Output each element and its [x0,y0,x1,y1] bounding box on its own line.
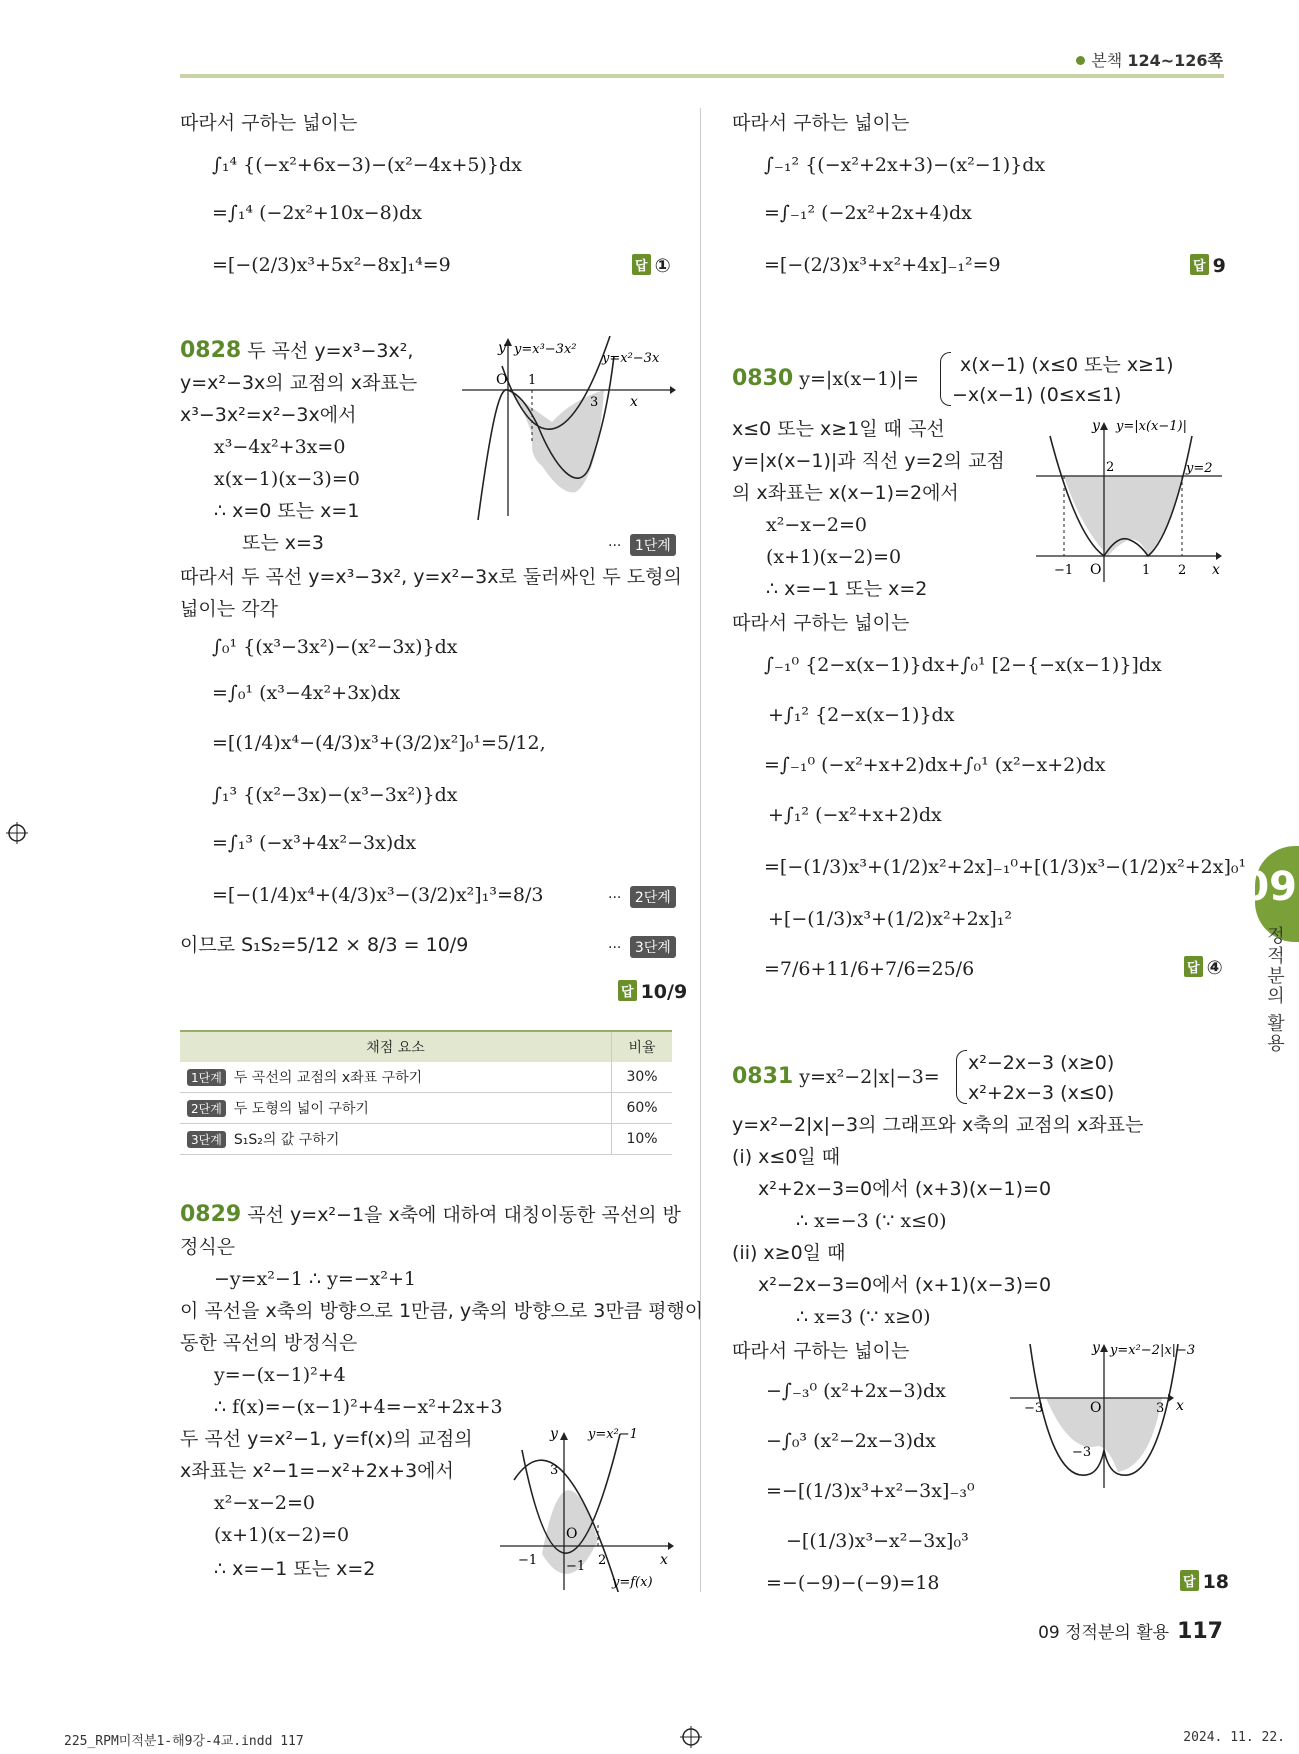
formula-line: x²−x−2=0 [766,514,867,536]
text-line: 따라서 구하는 넓이는 [180,112,358,134]
text-line: 두 곡선 y=x³−3x², [247,340,414,362]
text-line: x≤0 또는 x≥1일 때 곡선 [732,418,945,440]
formula-line: =∫₋₁² (−2x²+2x+4)dx [764,202,972,224]
header-rule [180,74,1224,78]
text-line: 의 x좌표는 x(x−1)=2에서 [732,482,959,504]
formula-line: −∫₀³ (x²−2x−3)dx [766,1430,936,1452]
formula-line: x²−x−2=0 [214,1492,315,1514]
registration-mark-icon [680,1726,702,1748]
formula-line: (x+1)(x−2)=0 [766,546,902,568]
text-line: y=|x(x−1)|과 직선 y=2의 교점 [732,450,1005,472]
table-row: 1단계 두 곡선의 교점의 x좌표 구하기 30% [180,1062,672,1093]
case-brace [956,1050,967,1104]
text-line: 정식은 [180,1236,236,1258]
svg-text:y=x²−1: y=x²−1 [588,1427,638,1442]
formula-line: (x+1)(x−2)=0 [214,1524,350,1546]
formula-line: y=x²−2|x|−3= [799,1066,940,1088]
text-line: 이므로 S₁S₂=5/12 × 8/3 = 10/9 [180,934,469,956]
formula-line: =∫₁³ (−x³+4x²−3x)dx [212,832,417,854]
svg-text:−3: −3 [1072,1445,1092,1460]
text-line: 동한 곡선의 방정식은 [180,1332,358,1354]
formula-line: =[−(1/4)x⁴+(4/3)x³−(3/2)x²]₁³=8/3 [212,884,544,906]
formula-line: 또는 x=3 [242,532,325,554]
bullet-icon [1076,56,1085,65]
problem-number: 0828 [180,338,242,363]
answer-label: 답 10/9 [618,980,687,1003]
formula-line: =[(1/4)x⁴−(4/3)x³+(3/2)x²]₀¹=5/12, [212,732,546,754]
svg-text:O: O [1090,1400,1102,1416]
shaded-region [1064,476,1182,556]
formula-line: x(x−1) (x≤0 또는 x≥1) [960,354,1174,376]
svg-text:x: x [630,394,638,410]
problem-number: 0829 [180,1202,242,1227]
formula-line: x²+2x−3=0에서 (x+3)(x−1)=0 [758,1178,1052,1200]
y-arrow-icon [1100,422,1108,430]
column-divider [700,108,701,1592]
svg-text:y: y [550,1426,558,1442]
formula-line: =∫₀¹ (x³−4x²+3x)dx [212,682,401,704]
graph-0830 [1036,416,1226,582]
svg-text:O: O [566,1526,578,1542]
svg-text:y=x²−3x: y=x²−3x [602,351,660,366]
svg-text:x: x [1212,562,1220,578]
step-badge: ··· 2단계 [608,886,676,908]
text-line: y=x²−3x의 교점의 x좌표는 [180,372,418,394]
svg-text:y=|x(x−1)|: y=|x(x−1)| [1116,419,1187,434]
formula-line: =[−(2/3)x³+x²+4x]₋₁²=9 [764,254,1001,276]
svg-text:O: O [496,372,508,388]
problem-number: 0831 [732,1064,794,1089]
x-arrow-icon [1216,552,1222,560]
formula-line: −[(1/3)x³−x²−3x]₀³ [786,1530,969,1552]
table-row: 3단계 S₁S₂의 값 구하기 10% [180,1124,672,1155]
formula-line: y=−(x−1)²+4 [214,1364,346,1386]
formula-line: ∴ x=−1 또는 x=2 [766,578,928,600]
text-line: 따라서 구하는 넓이는 [732,612,910,634]
formula-line: y=|x(x−1)|= [799,368,919,390]
svg-text:−1: −1 [566,1559,586,1574]
formula-line: =[−(1/3)x³+(1/2)x²+2x]₋₁⁰+[(1/3)x³−(1/2)x²+2x]₀¹ [764,856,1247,878]
formula-line: ∴ x=0 또는 x=1 [214,500,360,522]
svg-text:1: 1 [1142,563,1151,578]
case-brace [940,352,951,406]
formula-line: =[−(2/3)x³+5x²−8x]₁⁴=9 [212,254,451,276]
step-badge: ··· 1단계 [608,534,676,556]
table-header: 채점 요소 [180,1031,612,1062]
text-line: 곡선 y=x²−1을 x축에 대하여 대칭이동한 곡선의 방 [247,1204,681,1226]
formula-line: =7/6+11/6+7/6=25/6 [764,958,975,980]
table-row: 2단계 두 도형의 넓이 구하기 60% [180,1093,672,1124]
text-line: x³−3x²=x²−3x에서 [180,404,357,426]
svg-text:y: y [1092,418,1100,434]
x-arrow-icon [670,386,676,394]
text-line: 넓이는 각각 [180,598,278,620]
formula-line: x²−2x−3 (x≥0) [968,1052,1115,1074]
svg-text:3: 3 [1156,1401,1165,1416]
svg-text:y=2: y=2 [1186,461,1213,476]
svg-text:2: 2 [1106,460,1115,475]
svg-text:y: y [498,340,506,356]
answer-label: 답 ④ [1184,956,1223,979]
svg-text:2: 2 [1178,563,1187,578]
formula-line: ∫₀¹ {(x³−3x²)−(x²−3x)}dx [212,636,458,658]
step-badge: ··· 3단계 [608,936,676,958]
chapter-title: 정적분의 활용 [1264,926,1285,1054]
print-date: 2024. 11. 22. [1183,1730,1285,1745]
svg-text:y=x³−3x²: y=x³−3x² [514,342,577,357]
svg-text:y=x²−2|x|−3: y=x²−2|x|−3 [1110,1343,1196,1358]
formula-line: −∫₋₃⁰ (x²+2x−3)dx [766,1380,946,1402]
formula-line: ∫₋₁⁰ {2−x(x−1)}dx+∫₀¹ [2−{−x(x−1)}]dx [764,654,1162,676]
formula-line: ∫₁³ {(x²−3x)−(x³−3x²)}dx [212,784,458,806]
formula-line: x³−4x²+3x=0 [214,436,346,458]
svg-text:2: 2 [598,1553,607,1568]
svg-text:y: y [1092,1340,1100,1356]
table-header: 비율 [612,1031,673,1062]
formula-line: =−[(1/3)x³+x²−3x]₋₃⁰ [766,1480,975,1502]
text-line: 따라서 구하는 넓이는 [732,1340,910,1362]
formula-line: ∫₁⁴ {(−x²+6x−3)−(x²−4x+5)}dx [212,154,522,176]
formula-line: ∫₋₁² {(−x²+2x+3)−(x²−1)}dx [764,154,1046,176]
svg-text:x: x [1176,1398,1184,1414]
graph-0828 [462,336,676,522]
svg-text:x: x [660,1552,668,1568]
x-arrow-icon [668,1542,674,1550]
formula-line: =∫₁⁴ (−2x²+10x−8)dx [212,202,422,224]
text-line: 따라서 두 곡선 y=x³−3x², y=x²−3x로 둘러싸인 두 도형의 [180,566,682,588]
formula-line: +∫₁² (−x²+x+2)dx [768,804,942,826]
formula-line: x²−2x−3=0에서 (x+1)(x−3)=0 [758,1274,1052,1296]
svg-text:3: 3 [550,1463,559,1478]
formula-line: x²+2x−3 (x≤0) [968,1082,1115,1104]
text-line: y=x²−2|x|−3의 그래프와 x축의 교점의 x좌표는 [732,1114,1144,1136]
y-arrow-icon [1100,1344,1108,1352]
print-file-info: 225_RPM미적분1-해9강-4교.indd 117 [64,1734,304,1749]
answer-label: 답 18 [1180,1570,1229,1593]
chapter-number: 09 [1241,864,1297,910]
text-line: 따라서 구하는 넓이는 [732,112,910,134]
svg-text:y=f(x): y=f(x) [612,1575,653,1590]
page-footer: 09 정적분의 활용 117 [1038,1619,1223,1644]
text-line: (ii) x≥0일 때 [732,1242,846,1264]
text-line: 두 곡선 y=x²−1, y=f(x)의 교점의 [180,1428,473,1450]
formula-line: ∴ x=−3 (∵ x≤0) [796,1210,947,1232]
graph-0829 [500,1424,676,1592]
svg-text:O: O [1090,562,1102,578]
text-line: x좌표는 x²−1=−x²+2x+3에서 [180,1460,454,1482]
formula-line: ∴ x=3 (∵ x≥0) [796,1306,931,1328]
problem-number: 0830 [732,366,794,391]
page-reference: 본책 124~126쪽 [1076,48,1223,71]
grading-table [180,1030,672,1155]
formula-line: ∴ x=−1 또는 x=2 [214,1558,376,1580]
answer-label: 답 ① [632,254,671,277]
formula-line: =−(−9)−(−9)=18 [766,1572,940,1594]
svg-text:−1: −1 [1054,563,1074,578]
formula-line: −y=x²−1 ∴ y=−x²+1 [214,1268,416,1290]
graph-0831 [1010,1338,1220,1488]
formula-line: ∴ f(x)=−(x−1)²+4=−x²+2x+3 [214,1396,503,1418]
formula-line: +[−(1/3)x³+(1/2)x²+2x]₁² [768,908,1013,930]
svg-text:−3: −3 [1024,1401,1044,1416]
formula-line: −x(x−1) (0≤x≤1) [952,384,1122,406]
svg-text:1: 1 [528,373,537,388]
svg-text:−1: −1 [518,1553,538,1568]
svg-text:3: 3 [590,395,599,410]
registration-mark-icon [6,822,28,844]
formula-line: +∫₁² {2−x(x−1)}dx [768,704,955,726]
text-line: 이 곡선을 x축의 방향으로 1만큼, y축의 방향으로 3만큼 평행이 [180,1300,704,1322]
page-number: 117 [1177,1619,1223,1644]
formula-line: x(x−1)(x−3)=0 [214,468,360,490]
answer-label: 답 9 [1190,254,1226,277]
text-line: (i) x≤0일 때 [732,1146,841,1168]
y-arrow-icon [560,1432,568,1440]
formula-line: =∫₋₁⁰ (−x²+x+2)dx+∫₀¹ (x²−x+2)dx [764,754,1106,776]
